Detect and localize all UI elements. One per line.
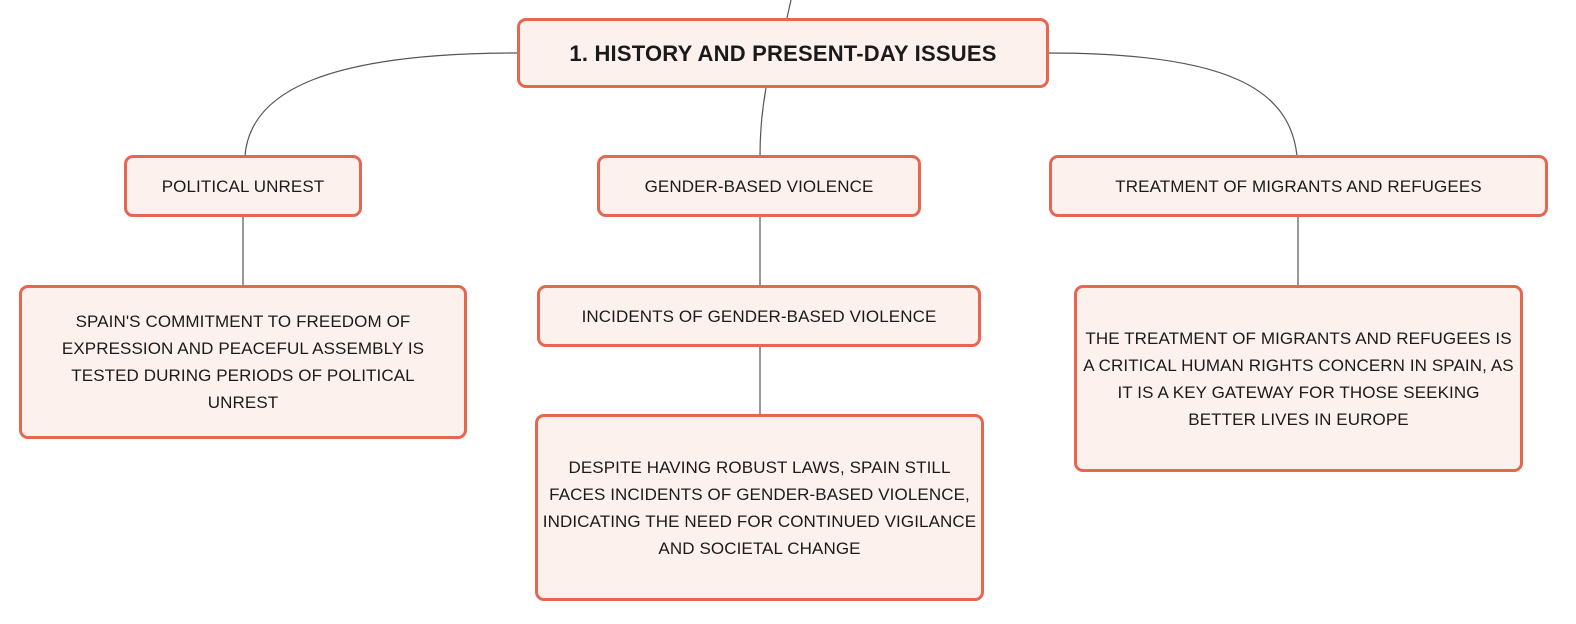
connector-root-to-gender-violence xyxy=(760,88,766,156)
detail-node-migrants-refugees[interactable] xyxy=(1074,285,1523,472)
root-node[interactable] xyxy=(517,18,1049,88)
root-node-label: 1. HISTORY AND PRESENT-DAY ISSUES xyxy=(569,40,997,66)
detail-node-gender-based-violence[interactable] xyxy=(535,414,984,601)
detail-node-political-unrest[interactable] xyxy=(19,285,467,439)
detail-node-label: DESPITE HAVING ROBUST LAWS, SPAIN STILL FACES INCIDENTS OF GENDER-BASED VIOLENCE, INDICATING THE NEED FOR CONTINUED VIGILANCE AND SOCIETAL CHANGE xyxy=(542,457,977,558)
branch-node-political-unrest[interactable] xyxy=(124,155,362,217)
subtopic-node-incidents[interactable] xyxy=(537,285,981,347)
branch-node-gender-based-violence[interactable] xyxy=(597,155,921,217)
connector-root-to-migrants xyxy=(1048,53,1297,156)
branch-node-label: GENDER-BASED VIOLENCE xyxy=(644,176,874,196)
detail-node-label: THE TREATMENT OF MIGRANTS AND REFUGEES IS A CRITICAL HUMAN RIGHTS CONCERN IN SPAIN, AS IT IS A KEY GATEWAY FOR THOSE SEEKING BETTER LIVES IN EUROPE xyxy=(1083,328,1514,429)
subtopic-node-label: INCIDENTS OF GENDER-BASED VIOLENCE xyxy=(581,306,937,326)
connector-incoming xyxy=(787,0,791,18)
branch-node-migrants-refugees[interactable] xyxy=(1049,155,1548,217)
detail-node-label: SPAIN'S COMMITMENT TO FREEDOM OF EXPRESSION AND PEACEFUL ASSEMBLY IS TESTED DURING PERIODS OF POLITICAL UNREST xyxy=(61,312,425,412)
branch-node-label: POLITICAL UNREST xyxy=(161,176,325,196)
connector-root-to-political-unrest xyxy=(245,53,518,156)
branch-node-label: TREATMENT OF MIGRANTS AND REFUGEES xyxy=(1115,176,1482,196)
